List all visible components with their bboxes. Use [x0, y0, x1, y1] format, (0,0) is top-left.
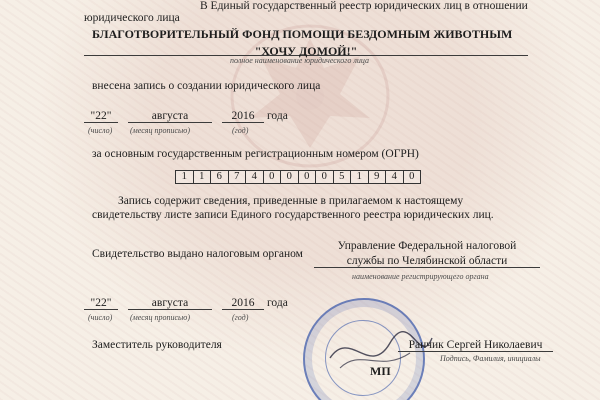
date1-day-caption: (число) — [88, 126, 113, 135]
date2-year: 2016 — [222, 297, 264, 310]
organization-name-line-1: БЛАГОТВОРИТЕЛЬНЫЙ ФОНД ПОМОЩИ БЕЗДОМНЫМ ЖИВОТНЫМ — [92, 27, 513, 41]
ogrn-digit: 6 — [210, 170, 229, 184]
ogrn-digit: 7 — [228, 170, 247, 184]
date2-month-caption: (месяц прописью) — [130, 313, 190, 322]
date1-month-caption: (месяц прописью) — [130, 126, 190, 135]
position-label: Заместитель руководителя — [92, 339, 222, 351]
header-line-1: В Единый государственный реестр юридических лиц в отношении — [200, 0, 528, 12]
authority-line-1: Управление Федеральной налоговой — [337, 240, 517, 252]
header-line-2: юридического лица — [84, 12, 180, 24]
ogrn-digit: 1 — [175, 170, 194, 184]
date1-year: 2016 — [222, 110, 264, 123]
date2-month: августа — [128, 297, 212, 310]
ogrn-digit: 1 — [350, 170, 369, 184]
signer-name: Ранчик Сергей Николаевич — [398, 339, 553, 352]
ogrn-label: за основным государственным регистрационным номером (ОГРН) — [92, 148, 419, 160]
ogrn-digit: 0 — [298, 170, 317, 184]
seal-place-mark: МП — [370, 364, 391, 378]
date1-year-word: года — [267, 110, 288, 122]
date2-year-caption: (год) — [232, 313, 249, 322]
issued-by-label: Свидетельство выдано налоговым органом — [92, 248, 303, 260]
ogrn-digit: 0 — [403, 170, 422, 184]
authority-caption: наименование регистрирующего органа — [352, 272, 489, 281]
record-text: внесена запись о создании юридического лица — [92, 80, 321, 92]
date2-year-word: года — [267, 297, 288, 309]
ogrn-digit: 4 — [245, 170, 264, 184]
ogrn-digit: 9 — [368, 170, 387, 184]
organization-name-line-2: "ХОЧУ ДОМОЙ!" — [254, 44, 358, 58]
ogrn-digit: 0 — [280, 170, 299, 184]
ogrn-number-boxes — [176, 170, 421, 184]
organization-name-line-2-field — [84, 42, 528, 56]
date1-month: августа — [128, 110, 212, 123]
ogrn-digit: 4 — [385, 170, 404, 184]
date2-day: "22" — [84, 297, 118, 310]
info-line-2: свидетельству листе записи Единого государственного реестра юридических лиц. — [92, 209, 494, 221]
authority-line-2: службы по Челябинской области — [314, 255, 540, 268]
date1-day: "22" — [84, 110, 118, 123]
organization-name-caption: полное наименование юридического лица — [230, 56, 369, 65]
ogrn-digit: 5 — [333, 170, 352, 184]
info-line-1: Запись содержит сведения, приведенные в прилагаемом к настоящему — [118, 195, 464, 207]
date1-year-caption: (год) — [232, 126, 249, 135]
ogrn-digit: 1 — [193, 170, 212, 184]
signer-caption: Подпись, Фамилия, инициалы — [440, 354, 541, 363]
ogrn-digit: 0 — [315, 170, 334, 184]
date2-day-caption: (число) — [88, 313, 113, 322]
ogrn-digit: 0 — [263, 170, 282, 184]
